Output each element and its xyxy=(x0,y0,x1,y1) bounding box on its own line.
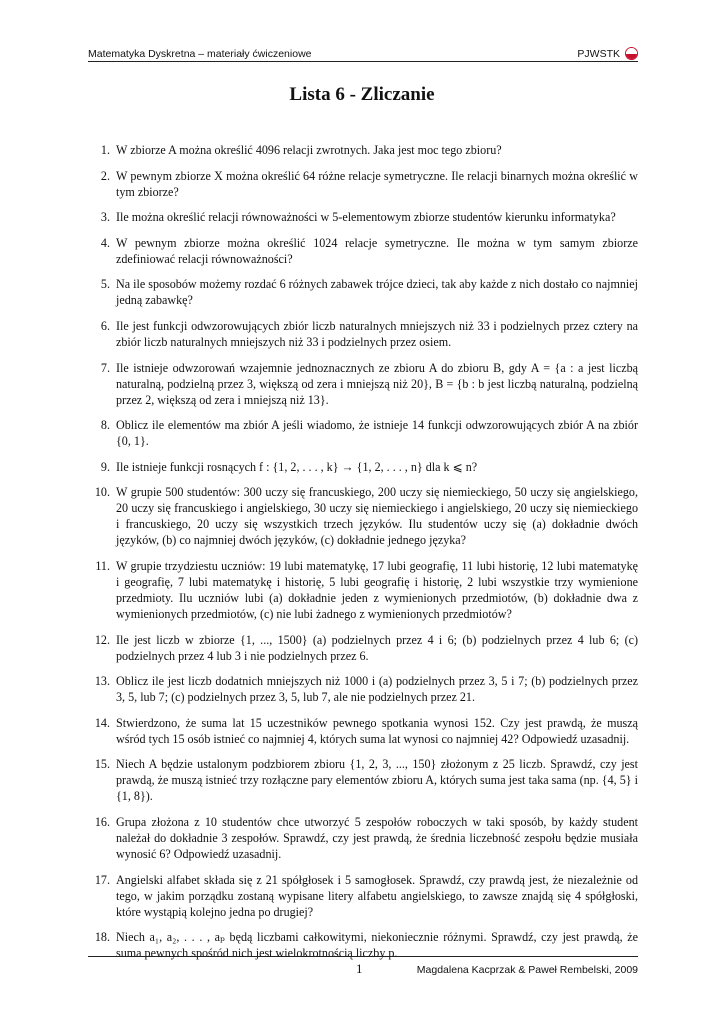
header-rule xyxy=(88,61,638,62)
problem-text: Ile jest funkcji odwzorowujących zbiór liczb naturalnych mniejszych niż 33 i podzielnych przez cztery na zbiór liczb naturalnych mniejszych niż 33 i podzielnych przez osiem. xyxy=(116,318,638,349)
problem-text: W pewnym zbiorze można określić 1024 relacje symetryczne. Ile można w tym samym zbiorze zdefiniować relacji równoważności? xyxy=(116,235,638,266)
problem-number: 5. xyxy=(100,277,110,292)
problem-text: Angielski alfabet składa się z 21 spółgłosek i 5 samogłosek. Sprawdź, czy prawdą jest, że niezależnie od tego, w jakim porządku zostaną wypisane litery alfabetu angielskiego, to zawsze znajdą się 4 spółgłoski, które wystąpią kolejno jedna po drugiej? xyxy=(116,872,638,919)
problem-text: Ile można określić relacji równoważności w 5-elementowym zbiorze studentów kierunku informatyka? xyxy=(116,210,616,225)
problem-item xyxy=(88,318,638,350)
problem-item xyxy=(88,276,638,308)
problem-number: 1. xyxy=(100,143,110,157)
problem-number: 8. xyxy=(100,418,110,433)
problem-number: 3. xyxy=(100,210,110,225)
problem-text: Ile istnieje odwzorowań wzajemnie jednoznacznych ze zbioru A do zbioru B, gdy A = {a : a jest liczbą naturalną, podzielną przez 3, większą od zera i mniejszą niż 20}, B = {b : b jest liczbą naturalną, podzielną przez 2, większą od zera i mniejszą niż 13}. xyxy=(116,360,638,407)
problem-item xyxy=(88,872,638,920)
problem-number: 2. xyxy=(100,168,110,183)
header-institution-label: PJWSTK xyxy=(577,47,620,60)
header-institution xyxy=(577,47,638,60)
problem-item xyxy=(88,417,638,449)
problem-item xyxy=(88,814,638,862)
footer-rule xyxy=(88,956,638,957)
problem-item xyxy=(88,168,638,200)
problem-number: 16. xyxy=(94,814,110,829)
problem-text: W pewnym zbiorze X można określić 64 różne relacje symetryczne. Ile relacji binarnych można określić w tym zbiorze? xyxy=(116,168,638,199)
problem-number: 7. xyxy=(100,360,110,375)
page-number: 1 xyxy=(356,961,363,976)
problem-item xyxy=(88,756,638,804)
problem-item xyxy=(88,484,638,548)
problem-item xyxy=(88,235,638,267)
problem-text: Stwierdzono, że suma lat 15 uczestników pewnego spotkania wynosi 152. Czy jest prawdą, że muszą wśród tych 15 osób istnieć co najmniej 4, których suma lat wynosi co najmniej 42? Odpowiedź uzasadnij. xyxy=(116,715,638,746)
problem-text: Oblicz ile elementów ma zbiór A jeśli wiadomo, że istnieje 14 funkcji odwzorowujących zbiór A na zbiór {0, 1}. xyxy=(116,418,638,449)
problem-item xyxy=(88,673,638,705)
problem-number: 10. xyxy=(94,485,110,500)
problem-number: 15. xyxy=(94,757,110,772)
problem-item xyxy=(88,558,638,622)
problem-text: Ile istnieje funkcji rosnących f : {1, 2, . . . , k} → {1, 2, . . . , n} dla k ⩽ n? xyxy=(116,459,478,474)
problem-item xyxy=(88,715,638,747)
problem-text: W grupie trzydziestu uczniów: 19 lubi matematykę, 17 lubi geografię, 11 lubi historię, 12 lubi matematykę i geografię, 7 lubi matematykę i historię, 5 lubi geografię i historię, 2 lubi wszystkie trzy wymienione przedmioty. Ilu uczniów lubi (a) dokładnie jeden z wymienionych przedmiotów, (b) dokładnie dwa z wymienionych przedmiotów, (c) nie lubi żadnego z wymienionych przedmiotów? xyxy=(116,558,638,621)
problem-text: Na ile sposobów możemy rozdać 6 różnych zabawek trójce dzieci, tak aby każde z nich dostało co najmniej jedną zabawkę? xyxy=(116,277,638,308)
problem-item xyxy=(88,360,638,408)
header-course-title: Matematyka Dyskretna – materiały ćwiczeniowe xyxy=(88,48,312,60)
footer-author: Magdalena Kacprzak & Paweł Rembelski, 2009 xyxy=(416,964,638,976)
problem-list xyxy=(88,142,638,971)
problem-text: Grupa złożona z 10 studentów chce utworzyć 5 zespołów roboczych w taki sposób, by każdy student należał do dokładnie 3 zespołów. Sprawdź, czy jest prawdą, że średnia liczebność zespołu będzie musiała wynosić 6? Odpowiedź uzasadnij. xyxy=(116,814,638,861)
problem-item xyxy=(88,209,638,225)
problem-number: 14. xyxy=(94,715,110,730)
problem-number: 9. xyxy=(100,459,110,474)
problem-item xyxy=(88,459,638,475)
problem-number: 13. xyxy=(94,674,110,689)
problem-number: 11. xyxy=(95,558,110,573)
problem-text: Niech a₁, a₂, . . . , aₚ będą liczbami całkowitymi, niekoniecznie różnymi. Sprawdź, czy jest prawdą, że suma pewnych spośród nich jest wielokrotnością liczby p. xyxy=(116,930,638,961)
pjwstk-logo-icon xyxy=(625,47,638,60)
problem-text: W grupie 500 studentów: 300 uczy się francuskiego, 200 uczy się niemieckiego, 50 uczy się angielskiego, 20 uczy się francuskiego i angielskiego, 30 uczy się niemieckiego i angielskiego, 20 uczy się niemieckiego i francuskiego, 20 uczy się wszystkich trzech języków. Ilu studentów uczy się (a) dokładnie dwóch języków, (b) co najmniej dwóch języków, (c) dokładnie jednego języka? xyxy=(116,485,638,548)
problem-item xyxy=(88,632,638,664)
problem-number: 17. xyxy=(94,872,110,887)
problem-number: 12. xyxy=(94,632,110,647)
problem-text: W zbiorze A można określić 4096 relacji zwrotnych. Jaka jest moc tego zbioru? xyxy=(116,143,502,157)
problem-number: 4. xyxy=(100,235,110,250)
problem-text: Niech A będzie ustalonym podzbiorem zbioru {1, 2, 3, ..., 150} złożonym z 25 liczb. Sprawdź, czy jest prawdą, że muszą istnieć trzy rozłączne pary elementów zbioru A, których suma jest taka sama (np. {4, 5} i {1, 8}). xyxy=(116,757,638,804)
problem-item xyxy=(88,142,638,158)
problem-text: Ile jest liczb w zbiorze {1, ..., 1500} (a) podzielnych przez 4 i 6; (b) podzielnych przez 4 lub 6; (c) podzielnych przez 4 lub 3 i nie podzielnych przez 6. xyxy=(116,632,638,663)
problem-number: 18. xyxy=(94,930,110,945)
problem-number: 6. xyxy=(100,318,110,333)
problem-text: Oblicz ile jest liczb dodatnich mniejszych niż 1000 i (a) podzielnych przez 3, 5 i 7; (b) podzielnych przez 3, 5, lub 7; (c) podzielnych przez 3, 5, lub 7, ale nie podzielnych przez 21. xyxy=(116,674,638,705)
page-title: Lista 6 - Zliczanie xyxy=(289,84,435,105)
page-header xyxy=(88,40,638,60)
